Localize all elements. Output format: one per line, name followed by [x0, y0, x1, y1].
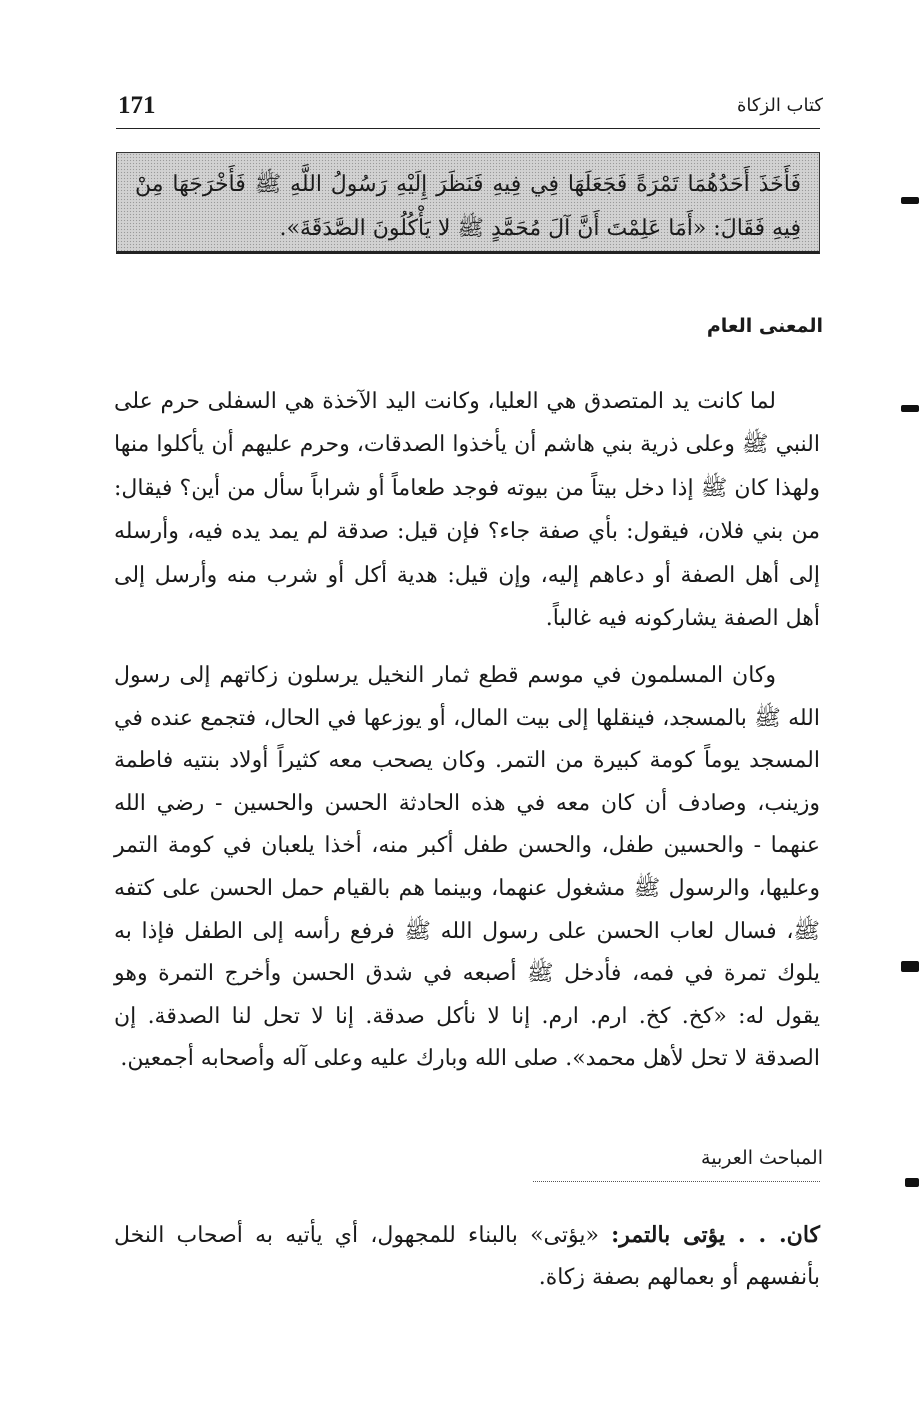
- margin-mark: [901, 405, 919, 412]
- paragraph-arabic-studies: [114, 1214, 820, 1299]
- header-rule: [116, 128, 820, 129]
- running-header-title: كتاب الزكاة: [736, 95, 823, 116]
- section-heading-arabic-studies: المباحث العربية: [701, 1147, 823, 1169]
- margin-mark: [905, 1178, 919, 1187]
- section-heading-general-meaning: المعنى العام: [706, 315, 823, 337]
- margin-mark: [901, 961, 919, 972]
- hadith-text: فَأَخَذَ أَحَدُهُمَا تَمْرَةً فَجَعَلَهَا فِي فِيهِ فَنَظَرَ إِلَيْهِ رَسُولُ اللَّهِ ﷺ فَأَخْرَجَهَا مِنْ فِيهِ فَقَالَ: «أَمَا عَلِمْتَ أَنَّ آلَ مُحَمَّدٍ ﷺ لا يَأْكُلُونَ الصَّدَقَةَ».: [135, 172, 801, 241]
- explained-term: كان. . . يؤتى بالتمر:: [611, 1222, 820, 1248]
- margin-mark: [901, 197, 919, 204]
- term-explanation: «يؤتى» بالبناء للمجهول، أي يأتيه به أصحاب النخل بأنفسهم أو بعمالهم بصفة زكاة.: [114, 1223, 820, 1290]
- page-number: 171: [118, 92, 156, 119]
- subheading-rule: [533, 1181, 820, 1182]
- paragraph-general-meaning-2: وكان المسلمون في موسم قطع ثمار النخيل يرسلون زكاتهم إلى رسول الله ﷺ بالمسجد، فينقلها إلى بيت المال، أو يوزعها في الحال، فتجمع عنده في المسجد يوماً كومة كبيرة من التمر. وكان يصحب معه كثيراً أولاد بنتيه فاطمة وزينب، وصادف أن كان معه في هذه الحادثة الحسن والحسين - رضي الله عنهما - والحسين طفل، والحسن طفل أكبر منه، أخذا يلعبان في كومة التمر وعليها، والرسول ﷺ مشغول عنهما، وبينما هم بالقيام حمل الحسن على كتفه ﷺ، فسال لعاب الحسن على رسول الله ﷺ فرفع رأسه إلى الطفل فإذا به يلوك تمرة في فمه، فأدخل ﷺ أصبعه في شدق الحسن وأخرج التمرة وهو يقول له: «كخ. كخ. ارم. ارم. إنا لا نأكل صدقة. إنا لا تحل لنا الصدقة. إن الصدقة لا تحل لأهل محمد». صلى الله وبارك عليه وعلى آله وأصحابه أجمعين.: [114, 663, 820, 1072]
- hadith-text-box: [116, 152, 820, 254]
- paragraph-general-meaning-1: لما كانت يد المتصدق هي العليا، وكانت اليد الآخذة هي السفلى حرم على النبي ﷺ وعلى ذرية بني هاشم أن يأخذوا الصدقات، وحرم عليهم أن يأكلوا منها ولهذا كان ﷺ إذا دخل بيتاً من بيوته فوجد طعاماً أو شراباً سأل من أين؟ فيقال: من بني فلان، فيقول: بأي صفة جاء؟ فإن قيل: صدقة لم يمد يده فيه، وأرسله إلى أهل الصفة أو دعاهم إليه، وإن قيل: هدية أكل أو شرب منه وأرسل إلى أهل الصفة يشاركونه فيه غالباً.: [114, 389, 820, 632]
